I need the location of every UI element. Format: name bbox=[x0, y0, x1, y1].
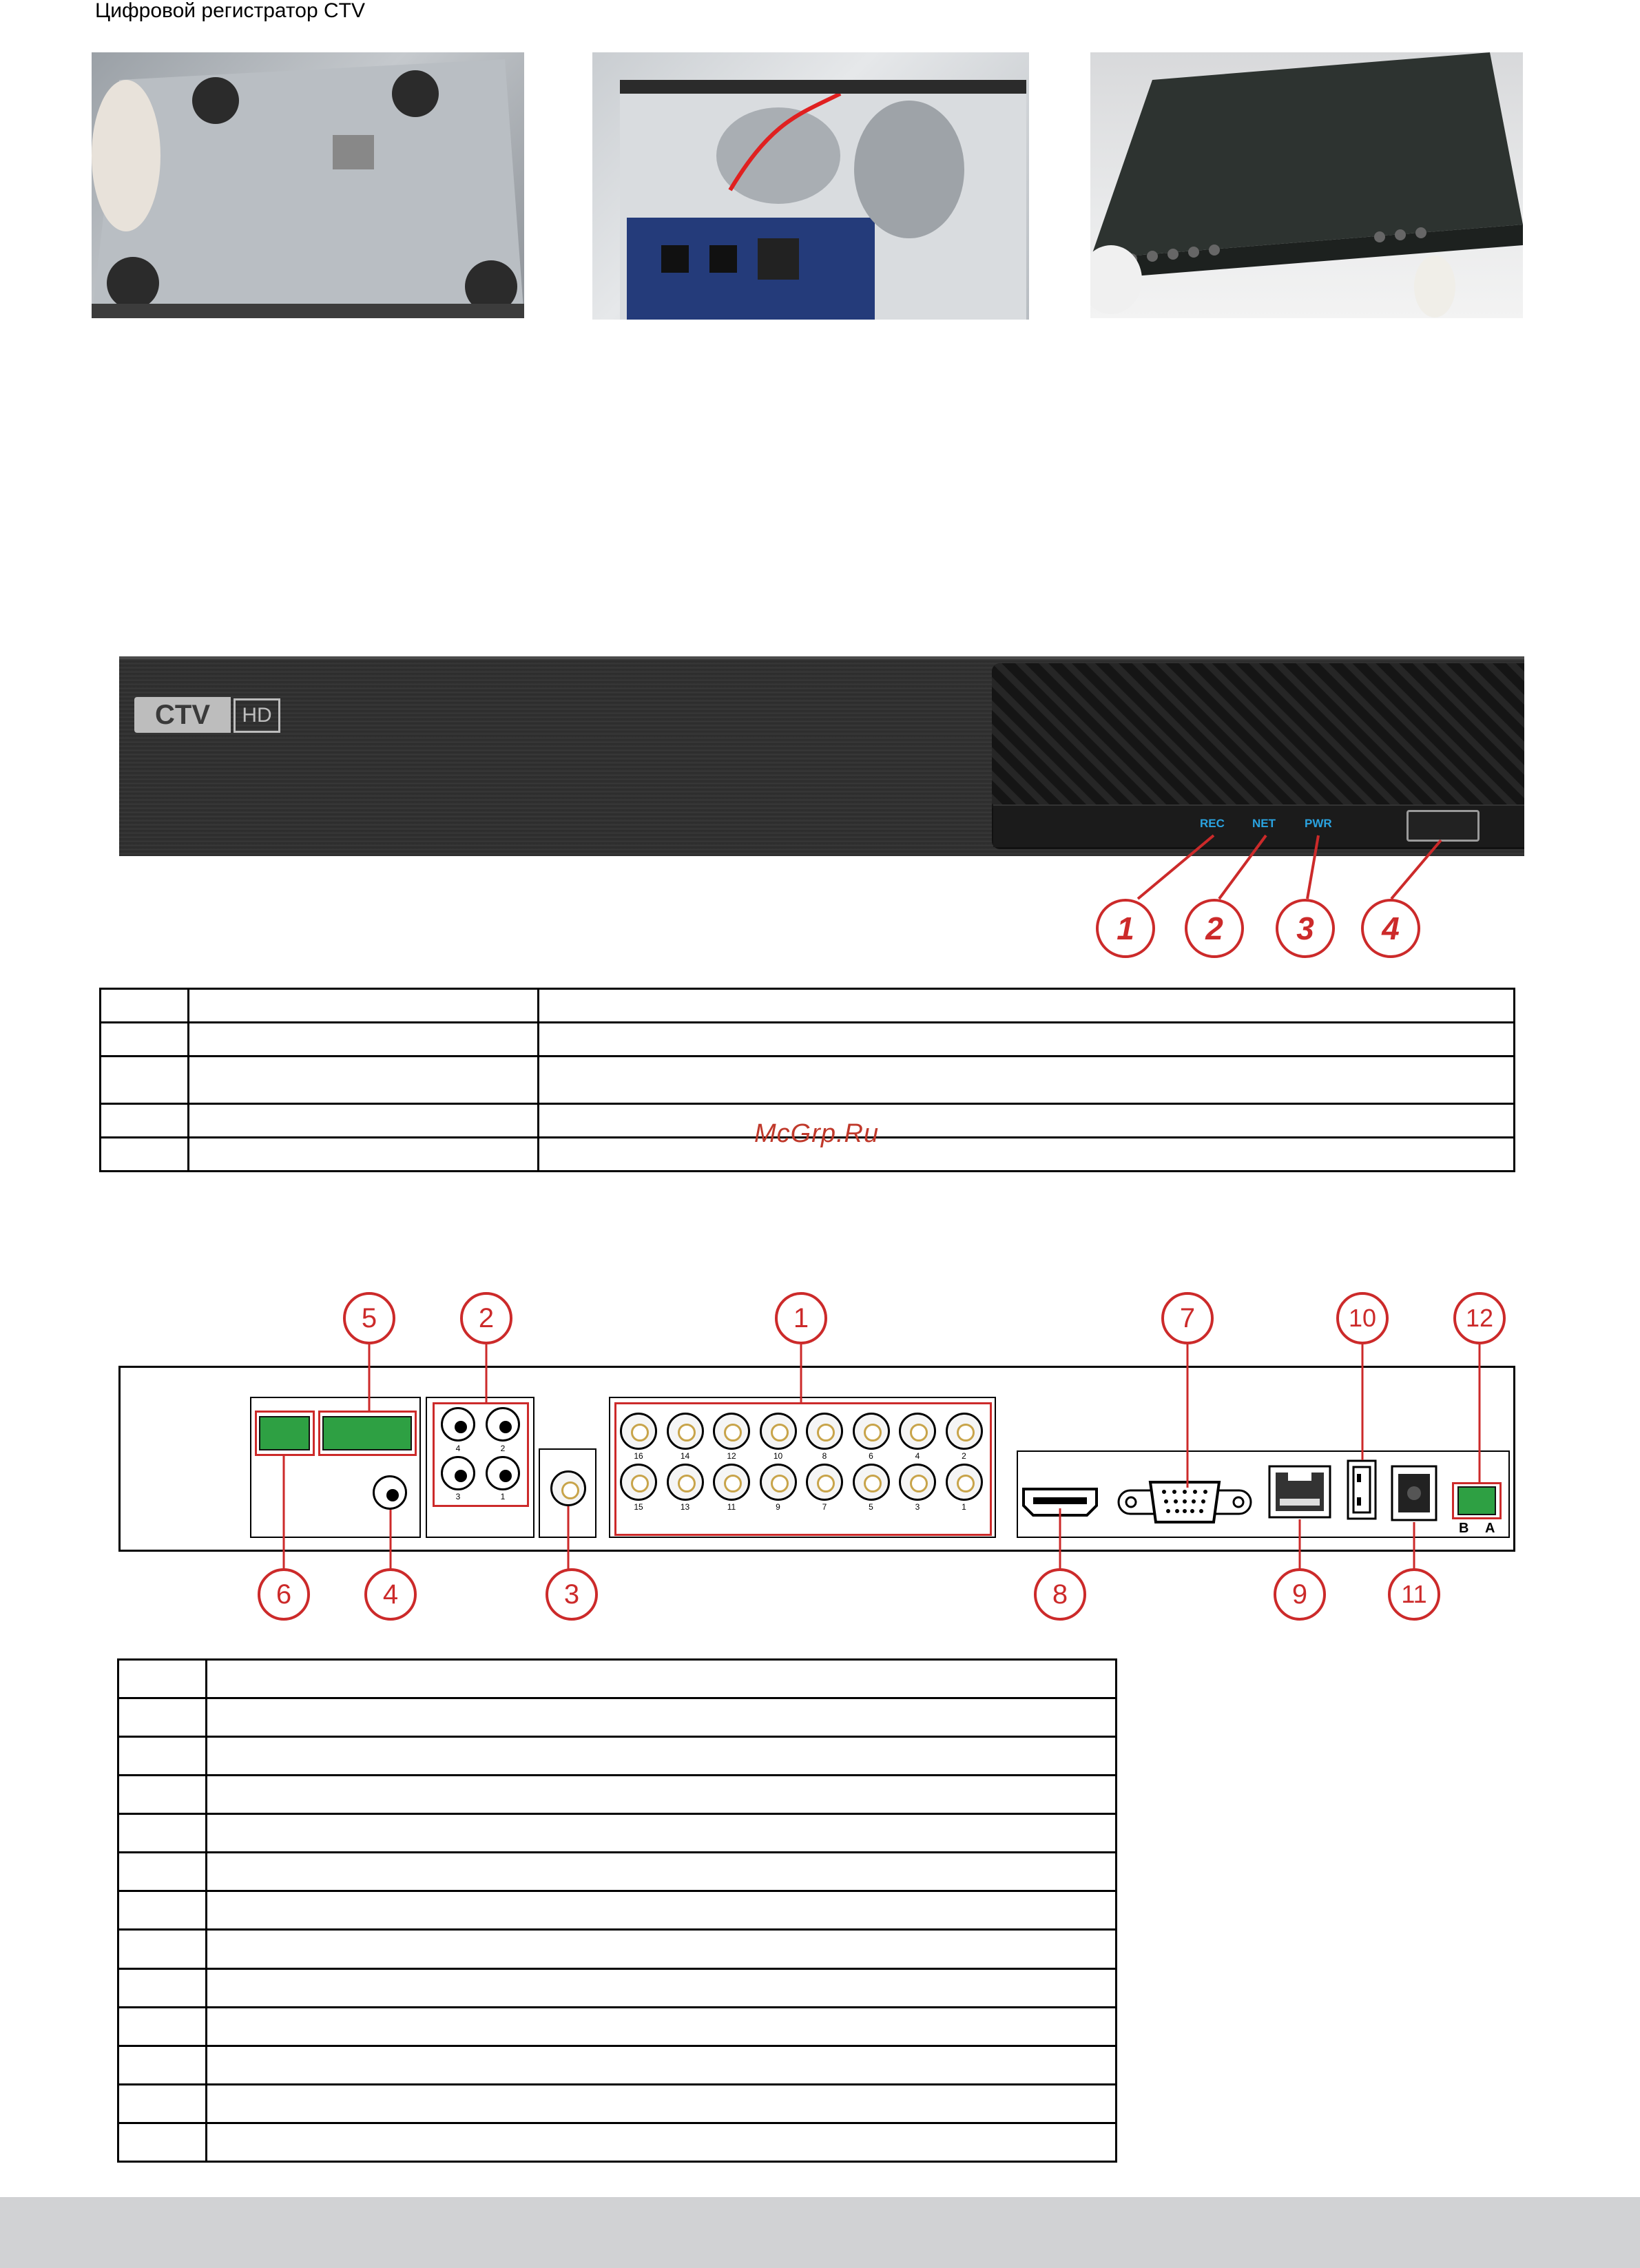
logo-ctv: CTV bbox=[134, 697, 231, 733]
rs485-label-b: B bbox=[1459, 1521, 1469, 1536]
rear-callout-8: 8 bbox=[1034, 1568, 1086, 1621]
video-in-number: 14 bbox=[680, 1451, 690, 1461]
table-row bbox=[118, 1853, 1117, 1891]
video-in-number: 15 bbox=[634, 1502, 643, 1512]
table-row bbox=[118, 2084, 1117, 2123]
logo-hd-badge: HD bbox=[233, 698, 280, 733]
page-header-title: Цифровой регистратор CTV bbox=[95, 0, 366, 22]
audio-in-label-3: 3 bbox=[455, 1492, 461, 1501]
rear-callout-4: 4 bbox=[364, 1568, 417, 1621]
rear-callout-9: 9 bbox=[1274, 1568, 1326, 1621]
rear-callout-3: 3 bbox=[546, 1568, 598, 1621]
rear-callout-6: 6 bbox=[258, 1568, 310, 1621]
video-in-number: 8 bbox=[822, 1451, 827, 1461]
footer-bar bbox=[0, 2197, 1640, 2268]
video-in-number: 9 bbox=[776, 1502, 780, 1512]
table-row bbox=[118, 1737, 1117, 1776]
table-row bbox=[118, 2046, 1117, 2084]
table-row bbox=[118, 1698, 1117, 1737]
front-callout-4: 4 bbox=[1361, 899, 1420, 958]
watermark: McGrp.Ru bbox=[754, 1119, 880, 1148]
video-in-number: 3 bbox=[915, 1502, 920, 1512]
rear-callout-12: 12 bbox=[1453, 1292, 1506, 1344]
video-in-number: 6 bbox=[869, 1451, 873, 1461]
rear-callout-7: 7 bbox=[1161, 1292, 1214, 1344]
table-row bbox=[118, 1814, 1117, 1853]
audio-in-label-1: 1 bbox=[500, 1492, 506, 1501]
video-in-number: 12 bbox=[727, 1451, 736, 1461]
video-in-number: 16 bbox=[634, 1451, 643, 1461]
rear-panel-table bbox=[117, 1658, 1117, 2163]
video-in-number: 5 bbox=[869, 1502, 873, 1512]
table-row bbox=[118, 1891, 1117, 1930]
video-in-number: 2 bbox=[962, 1451, 966, 1461]
rear-callout-1: 1 bbox=[775, 1292, 827, 1344]
video-in-number: 4 bbox=[915, 1451, 920, 1461]
video-in-number: 1 bbox=[962, 1502, 966, 1512]
table-row bbox=[118, 1776, 1117, 1814]
rear-callout-lines bbox=[0, 1274, 1640, 1619]
audio-in-label-2: 2 bbox=[500, 1444, 506, 1453]
front-callout-3: 3 bbox=[1276, 899, 1335, 958]
table-row bbox=[118, 1660, 1117, 1698]
front-callout-1: 1 bbox=[1096, 899, 1155, 958]
video-in-number: 13 bbox=[680, 1502, 690, 1512]
led-pwr: PWR bbox=[1305, 817, 1332, 830]
table-row bbox=[118, 1968, 1117, 2007]
table-row bbox=[118, 2123, 1117, 2161]
rear-callout-2: 2 bbox=[460, 1292, 512, 1344]
audio-in-label-4: 4 bbox=[455, 1444, 461, 1453]
video-in-number: 10 bbox=[773, 1451, 783, 1461]
table-row bbox=[118, 2007, 1117, 2046]
table-row bbox=[118, 1930, 1117, 1968]
front-callout-2: 2 bbox=[1185, 899, 1244, 958]
rear-callout-10: 10 bbox=[1336, 1292, 1389, 1344]
rear-callout-5: 5 bbox=[343, 1292, 395, 1344]
rear-callout-11: 11 bbox=[1388, 1568, 1440, 1621]
front-callout-lines bbox=[0, 0, 1640, 964]
led-rec: REC bbox=[1200, 817, 1225, 830]
rs485-label-a: A bbox=[1485, 1521, 1495, 1536]
led-net: NET bbox=[1252, 817, 1276, 830]
video-in-number: 11 bbox=[727, 1502, 736, 1512]
video-in-number: 7 bbox=[822, 1502, 827, 1512]
